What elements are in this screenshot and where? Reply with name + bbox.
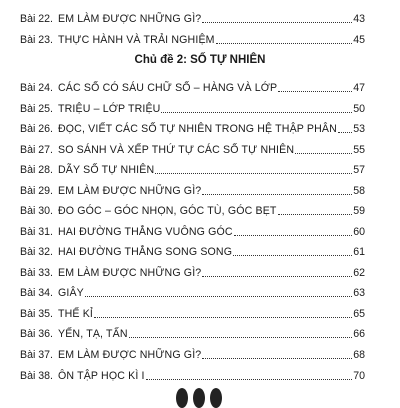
page-number: 57 <box>353 164 365 176</box>
page-number: 45 <box>353 34 365 46</box>
toc-entry <box>20 120 365 136</box>
lesson-number: Bài 26. <box>20 123 53 135</box>
lesson-title: HAI ĐƯỜNG THẲNG SONG SONG <box>57 246 233 258</box>
lesson-title: SO SÁNH VÀ XẾP THỨ TỰ CÁC SỐ TỰ NHIÊN <box>57 144 295 156</box>
toc-entry <box>20 10 365 26</box>
dot-leader <box>85 295 352 297</box>
toc-entry <box>20 264 365 280</box>
toc-entry <box>20 31 365 47</box>
lesson-title: THỰC HÀNH VÀ TRẢI NGHIỆM <box>57 34 215 46</box>
lesson-title: DÃY SỐ TỰ NHIÊN <box>57 164 155 176</box>
lesson-title: EM LÀM ĐƯỢC NHỮNG GÌ? <box>57 185 202 197</box>
lesson-title: EM LÀM ĐƯỢC NHỮNG GÌ? <box>57 349 202 361</box>
lesson-title: EM LÀM ĐƯỢC NHỮNG GÌ? <box>57 267 202 279</box>
page-number: 43 <box>353 13 365 25</box>
dot-leader <box>94 316 352 318</box>
dot-leader <box>155 172 352 174</box>
lesson-number: Bài 36. <box>20 328 53 340</box>
dot-leader <box>338 131 352 133</box>
toc-entry <box>20 79 365 95</box>
page-number: 59 <box>353 205 365 217</box>
lesson-title: ĐO GÓC – GÓC NHỌN, GÓC TÙ, GÓC BẸT <box>57 205 277 217</box>
toc-entry <box>20 325 365 341</box>
lesson-title: ĐỌC, VIẾT CÁC SỐ TỰ NHIÊN TRONG HỆ THẬP PHÂN <box>57 123 337 135</box>
lesson-number: Bài 25. <box>20 103 53 115</box>
lesson-number: Bài 31. <box>20 226 53 238</box>
lesson-title: TRIỆU – LỚP TRIỆU <box>57 103 161 115</box>
page-number: 50 <box>353 103 365 115</box>
lesson-number: Bài 29. <box>20 185 53 197</box>
lesson-number: Bài 37. <box>20 349 53 361</box>
dot-leader <box>129 336 353 338</box>
page-number: 62 <box>353 267 365 279</box>
toc-entry <box>20 367 365 383</box>
lesson-number: Bài 32. <box>20 246 53 258</box>
page-number: 60 <box>353 226 365 238</box>
page-number: 63 <box>353 287 365 299</box>
page-number: 53 <box>353 123 365 135</box>
dot-leader <box>278 213 353 215</box>
dot-leader <box>295 152 352 154</box>
lesson-number: Bài 23. <box>20 34 53 46</box>
page-number: 55 <box>353 144 365 156</box>
toc-entry <box>20 202 365 218</box>
toc-entry <box>20 243 365 259</box>
lesson-title: YẾN, TẠ, TẤN <box>57 328 128 340</box>
lesson-number: Bài 24. <box>20 82 53 94</box>
lesson-title: GIÂY <box>57 287 84 299</box>
dot-leader <box>234 234 352 236</box>
toc-entry <box>20 161 365 177</box>
page-decoration <box>176 388 224 400</box>
page-number: 61 <box>353 246 365 258</box>
lesson-number: Bài 34. <box>20 287 53 299</box>
toc-entry <box>20 100 365 116</box>
lesson-title: HAI ĐƯỜNG THẲNG VUÔNG GÓC <box>57 226 233 238</box>
page-number: 66 <box>353 328 365 340</box>
page-number: 47 <box>353 82 365 94</box>
lesson-title: EM LÀM ĐƯỢC NHỮNG GÌ? <box>57 13 202 25</box>
dot-leader <box>146 378 353 380</box>
dot-leader <box>202 275 352 277</box>
dot-leader <box>202 21 352 23</box>
dot-leader <box>278 90 352 92</box>
toc-entry <box>20 182 365 198</box>
dot-leader <box>202 193 352 195</box>
lesson-number: Bài 38. <box>20 370 53 382</box>
page-number: 70 <box>353 370 365 382</box>
dot-leader <box>233 254 352 256</box>
lesson-number: Bài 30. <box>20 205 53 217</box>
lesson-number: Bài 35. <box>20 308 53 320</box>
dot-leader <box>216 42 353 44</box>
toc-entry <box>20 305 365 321</box>
dot-leader <box>161 111 352 113</box>
lesson-number: Bài 27. <box>20 144 53 156</box>
toc-entry <box>20 346 365 362</box>
lesson-number: Bài 22. <box>20 13 53 25</box>
page-number: 68 <box>353 349 365 361</box>
lesson-number: Bài 28. <box>20 164 53 176</box>
toc-entry <box>20 223 365 239</box>
lesson-title: CÁC SỐ CÓ SÁU CHỮ SỐ – HÀNG VÀ LỚP <box>57 82 278 94</box>
toc-entry <box>20 141 365 157</box>
chapter-heading: Chủ đề 2: SỐ TỰ NHIÊN <box>134 54 266 66</box>
toc-entry <box>20 284 365 300</box>
page-number: 58 <box>353 185 365 197</box>
dot-leader <box>202 357 352 359</box>
page-number: 65 <box>353 308 365 320</box>
lesson-title: ÔN TẬP HỌC KÌ I <box>57 370 145 382</box>
lesson-number: Bài 33. <box>20 267 53 279</box>
lesson-title: THẾ KỈ <box>57 308 94 320</box>
